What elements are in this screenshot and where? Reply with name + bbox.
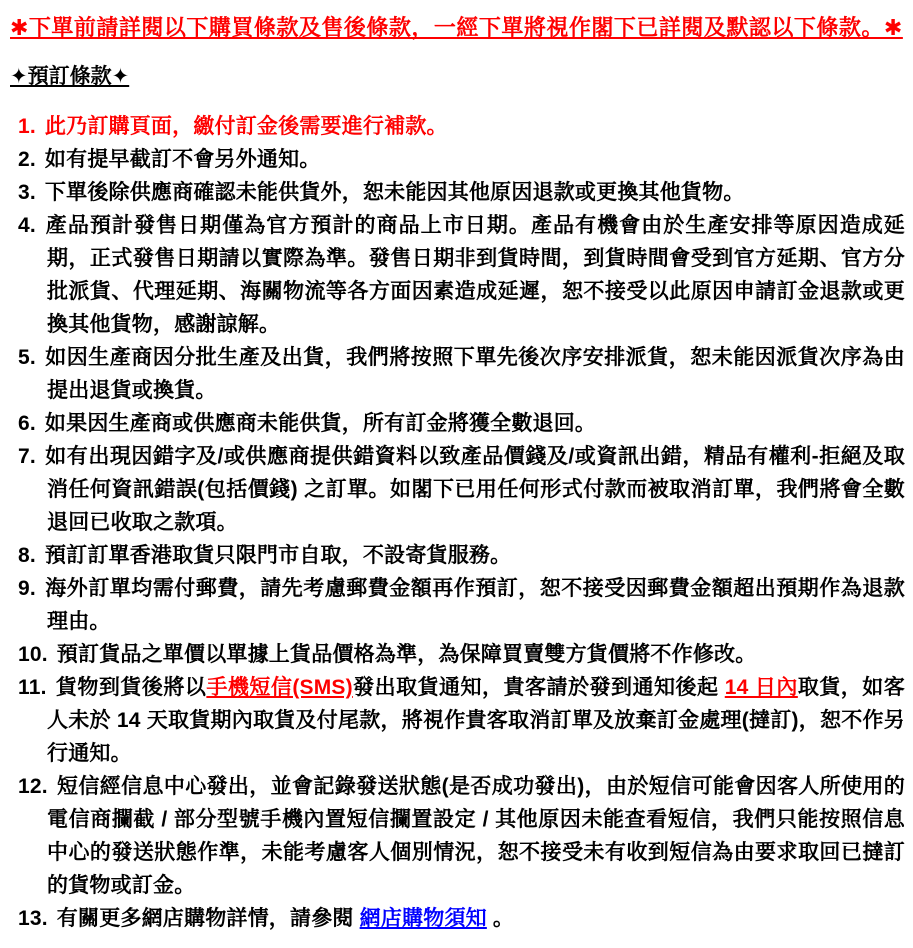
term-item: [10, 440, 905, 539]
term-text: 發出取貨通知，貴客請於發到通知後起: [352, 676, 725, 699]
term-item: [10, 770, 905, 902]
term-number: 13.: [18, 907, 48, 930]
term-item: [10, 539, 905, 572]
term-text: 海外訂單均需付郵費，請先考慮郵費金額再作預訂，恕不接受因郵費金額超出預期作為退款理由。: [44, 577, 905, 633]
term-number: 5.: [18, 346, 36, 369]
term-number: 1.: [18, 115, 36, 138]
term-text: 下單後除供應商確認未能供貨外，恕未能因其他原因退款或更換其他貨物。: [44, 181, 745, 204]
term-text: 取貨，如客人未於 14 天取貨期內取貨及付尾款，將視作貴客取消訂單及放棄訂金處理(撻訂)，恕不作另行通知。: [47, 676, 905, 765]
term-item: [10, 572, 905, 638]
term-number: 2.: [18, 148, 36, 171]
store-shopping-guide-link[interactable]: 網店購物須知: [359, 907, 487, 930]
term-number: 7.: [18, 445, 36, 468]
term-text: 短信經信息中心發出，並會記錄發送狀態(是否成功發出)，由於短信可能會因客人所使用的電信商攔截 / 部分型號手機內置短信攔置設定 / 其他原因未能查看短信，我們只能按照信息中心的發送狀態作準，未能考慮客人個別情況，恕不接受未有收到短信為由要求取回已撻訂的貨物或訂金。: [47, 775, 905, 897]
term-text: 產品預計發售日期僅為官方預計的商品上市日期。產品有機會由於生產安排等原因造成延期，正式發售日期請以實際為準。發售日期非到貨時間，到貨時間會受到官方延期、官方分批派貨、代理延期、海關物流等各方面因素造成延遲，恕不接受以此原因申請訂金退款或更換其他貨物，感謝諒解。: [44, 214, 905, 336]
term-text: 。: [486, 907, 515, 930]
term-text: 此乃訂購頁面，繳付訂金後需要進行補款。: [44, 115, 448, 138]
highlighted-red-text: 14 日內: [724, 676, 798, 699]
term-text: 預訂訂單香港取貨只限門市自取，不設寄貨服務。: [44, 544, 512, 567]
term-number: 4.: [18, 214, 36, 237]
term-item: [10, 110, 905, 143]
term-item: [10, 209, 905, 341]
section-heading-preorder-terms: ✦預訂條款✦: [10, 65, 130, 88]
term-text: 如果因生產商或供應商未能供貨，所有訂金將獲全數退回。: [44, 412, 597, 435]
term-item: [10, 671, 905, 770]
term-item: [10, 176, 905, 209]
term-text: 如有提早截訂不會另外通知。: [44, 148, 321, 171]
term-item: [10, 341, 905, 407]
term-item: [10, 143, 905, 176]
term-text: 如因生產商因分批生產及出貨，我們將按照下單先後次序安排派貨，恕未能因派貨次序為由提出退貨或換貨。: [44, 346, 905, 402]
term-item: [10, 638, 905, 671]
term-number: 8.: [18, 544, 36, 567]
term-text: 有關更多網店購物詳情，請參閱: [56, 907, 360, 930]
term-text: 貨物到貨後將以: [55, 676, 207, 699]
warning-title: ✱下單前請詳閱以下購買條款及售後條款，一經下單將視作閣下已詳閱及默認以下條款。✱: [10, 15, 903, 40]
highlighted-red-text: 手機短信(SMS): [206, 676, 353, 699]
term-text: 如有出現因錯字及/或供應商提供錯資料以致產品價錢及/或資訊出錯，精品有權利-拒絕及取消任何資訊錯誤(包括價錢) 之訂單。如閣下已用任何形式付款而被取消訂單，我們將會全數退回已收取之款項。: [44, 445, 905, 534]
term-number: 12.: [18, 775, 48, 798]
term-item: [10, 902, 905, 935]
term-number: 10.: [18, 643, 48, 666]
term-number: 6.: [18, 412, 36, 435]
term-item: [10, 407, 905, 440]
term-text: 預訂貨品之單價以單據上貨品價格為準，為保障買賣雙方貨價將不作修改。: [56, 643, 757, 666]
term-number: 3.: [18, 181, 36, 204]
term-number: 11.: [18, 676, 47, 699]
terms-list: [10, 110, 905, 935]
term-number: 9.: [18, 577, 36, 600]
